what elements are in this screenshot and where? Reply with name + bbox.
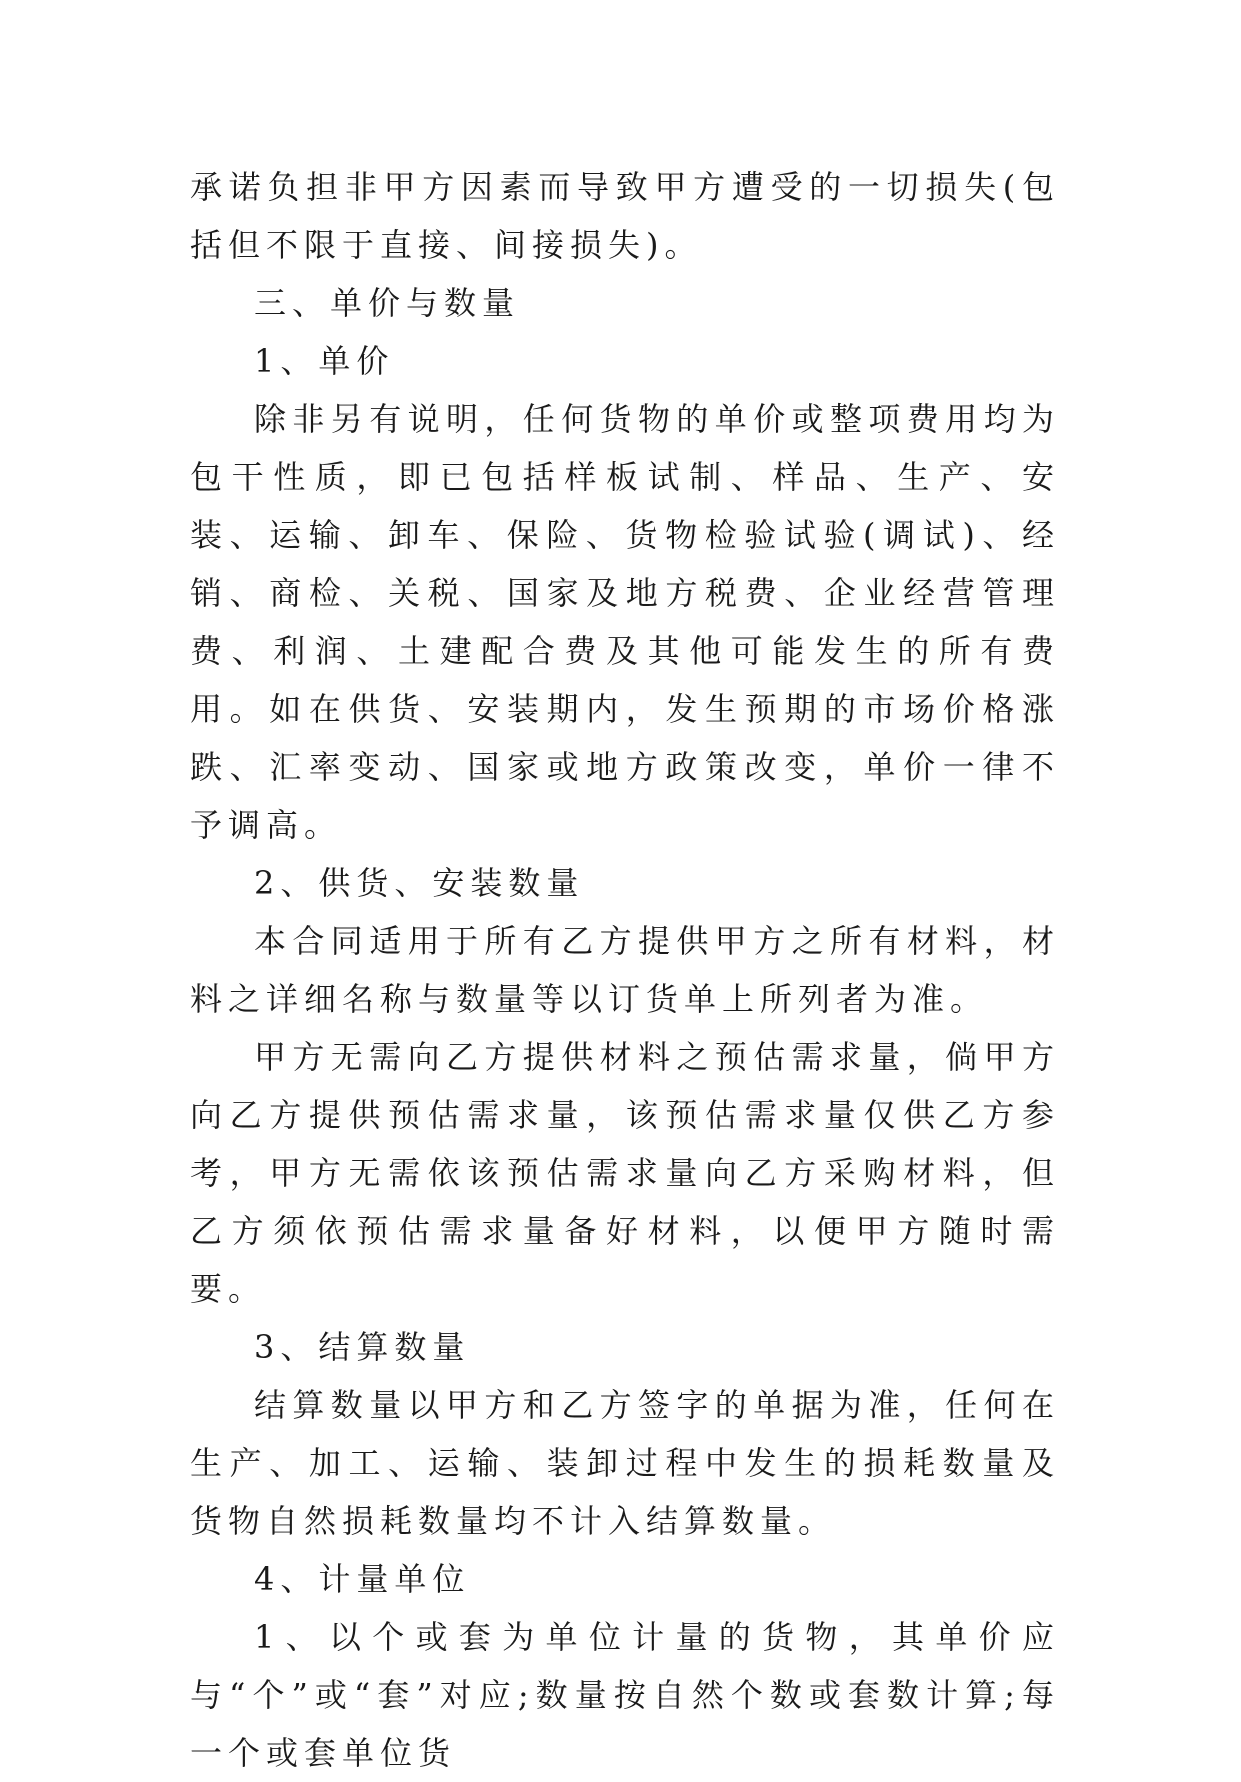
document-body bbox=[190, 158, 1060, 1782]
paragraph-unit-price-terms: 除非另有说明，任何货物的单价或整项费用均为包干性质，即已包括样板试制、样品、生产、安装、运输、卸车、保险、货物检验试验(调试)、经销、商检、关税、国家及地方税费、企业经营管理费、利润、土建配合费及其他可能发生的所有费用。如在供货、安装期内，发生预期的市场价格涨跌、汇率变动、国家或地方政策改变，单价一律不予调高。 bbox=[190, 400, 1060, 844]
paragraph-measurement-unit-terms: 1、以个或套为单位计量的货物，其单价应与“个”或“套”对应;数量按自然个数或套数计算;每一个或套单位货 bbox=[190, 1618, 1060, 1772]
subheading-measurement-unit: 4、计量单位 bbox=[254, 1560, 471, 1598]
paragraph-estimated-demand: 甲方无需向乙方提供材料之预估需求量，倘甲方向乙方提供预估需求量，该预估需求量仅供乙方参考，甲方无需依该预估需求量向乙方采购材料，但乙方须依预估需求量备好材料，以便甲方随时需要。 bbox=[190, 1038, 1060, 1308]
paragraph-loss-commitment: 承诺负担非甲方因素而导致甲方遭受的一切损失(包括但不限于直接、间接损失)。 bbox=[190, 168, 1060, 264]
subheading-settlement-quantity: 3、结算数量 bbox=[254, 1328, 471, 1366]
subheading-unit-price: 1、单价 bbox=[254, 342, 395, 380]
paragraph-contract-scope: 本合同适用于所有乙方提供甲方之所有材料，材料之详细名称与数量等以订货单上所列者为准。 bbox=[190, 922, 1060, 1018]
paragraph-settlement-terms: 结算数量以甲方和乙方签字的单据为准，任何在生产、加工、运输、装卸过程中发生的损耗数量及货物自然损耗数量均不计入结算数量。 bbox=[190, 1386, 1060, 1540]
heading-unit-price-and-quantity: 三、单价与数量 bbox=[254, 284, 521, 322]
subheading-supply-installation-quantity: 2、供货、安装数量 bbox=[254, 864, 585, 902]
